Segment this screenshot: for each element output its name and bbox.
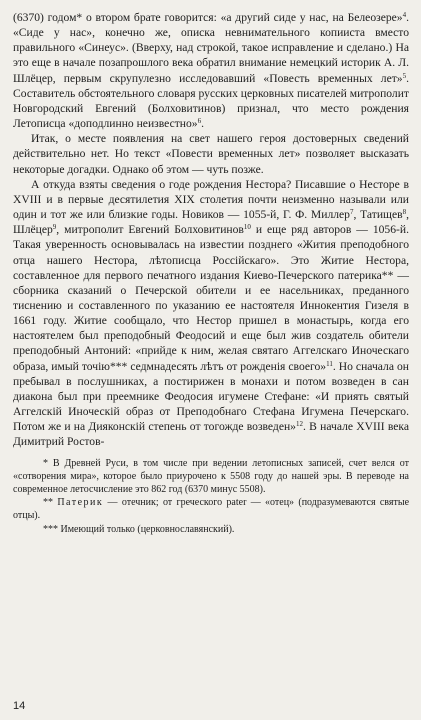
footnote-3 [13,523,409,536]
footnote-text: — отечник; от греческого pater — «отец» (подразумеваются святые отцы). [13,497,410,522]
text-run: . «Сиде у нас», конечно же, описка невнимательного копииста вместо правильного «Синеус». (Вверху, над строкой, такое исправление и сделано.) На это еще в начале позапрошлого века обратил внимание немецкий историк А. Л. Шлёцер, первым скрупулезно исследовавший «Повесть временных лет» [13,11,409,85]
note-ref: 7 [349,208,354,217]
note-ref: 5 [402,71,407,80]
note-ref: 8 [402,208,407,217]
note-ref: 12 [295,420,303,429]
main-text [13,10,409,450]
text-run: . Но сначала он пребывал в послушниках, а постирижен в монахи и потом возведен в сан диакона был при преемнике Феодосия игумене Стефане: «И приять святый Аггелскiй Иноческiй образ от Преподобнаго Стефана Игумена Печерскаго. Потом же и на Дияконскiй степень от тогожде возведен» [13,359,409,434]
paragraph-3 [13,177,409,450]
text-run: . [201,117,204,131]
text-run: А откуда взяты сведения о годе рождения Нестора? Писавшие о Несторе в XVIII и в первые десятилетия XIX столетия почти неизменно называли или один и тот же или близкие годы. Новиков — 1055-й, Г. Ф. Миллер [13,177,409,222]
note-ref: 10 [243,223,251,232]
text-run: Итак, о месте появления на свет нашего героя достоверных сведений действительно нет. Но текст «Повести временных лет» позволяет высказать некоторые догадки. Однако об этом — чуть позже. [13,132,409,176]
page-number: 14 [13,700,26,712]
note-ref: 4 [402,11,407,19]
footnote-mark: * [43,457,53,469]
footnote-term: Патерик [57,497,104,509]
text-run: , Шлёцер [13,208,409,237]
footnote-mark: *** [43,523,61,535]
text-run: , митрополит Евгений Болховитинов [56,223,244,237]
footnote-text: Имеющий только (церковнославянский). [60,523,235,535]
text-run: . Составитель обстоятельного словаря русских церковных писателей митрополит Новгородский Евгений (Болховитинов) признал, что место рождения Летописца «доподлинно неизвестно» [13,71,409,131]
note-ref: 9 [52,223,57,232]
footnotes [13,457,409,536]
footnote-mark: ** [43,497,58,509]
text-run: и еще ряд авторов — 1056-й. Такая уверенность основывалась на известии позднего «Жития преподобного отца нашего Нестора, лѣтописца Россiйскаго». Это Житие Нестора, составленное для первого печатного издания Киево-Печерского патерика** — сборника сказаний о Печерской обители и ее насельниках, преданного тиснению и составленного по указанию ее настоятеля Иннокентия Гизеля в 1661 году. Житие сообщало, что Нестор пришел в монастырь, когда его настоятелем был преподобный Феодосий и еще был жив создатель обители преподобный Антоний: «прийде к ним, желая святаго Аггелскаго Иноческаго образа, имый точiю*** седмнадесять лѣтъ от рожденiя своего» [13,223,409,373]
paragraph-1 [13,10,409,131]
text-run: . В начале XVIII века Димитрий Ростов- [13,420,409,449]
footnote-1 [13,457,409,497]
note-ref: 11 [326,359,333,368]
footnote-text: В Древней Руси, в том числе при ведении летописных записей, счет велся от «сотворения мира», которое было приурочено к 5508 году до нашей эры. В переводе на современное летосчисление это 862 год (6370 минус 5508). [13,457,410,495]
note-ref: 6 [197,117,202,126]
text-run: (6370) годом* о втором брате говорится: «а другий сиде у нас, на Белеозере» [13,11,403,24]
paragraph-2 [13,131,409,176]
text-run: , Татищев [353,208,403,222]
footnote-2 [13,496,409,522]
